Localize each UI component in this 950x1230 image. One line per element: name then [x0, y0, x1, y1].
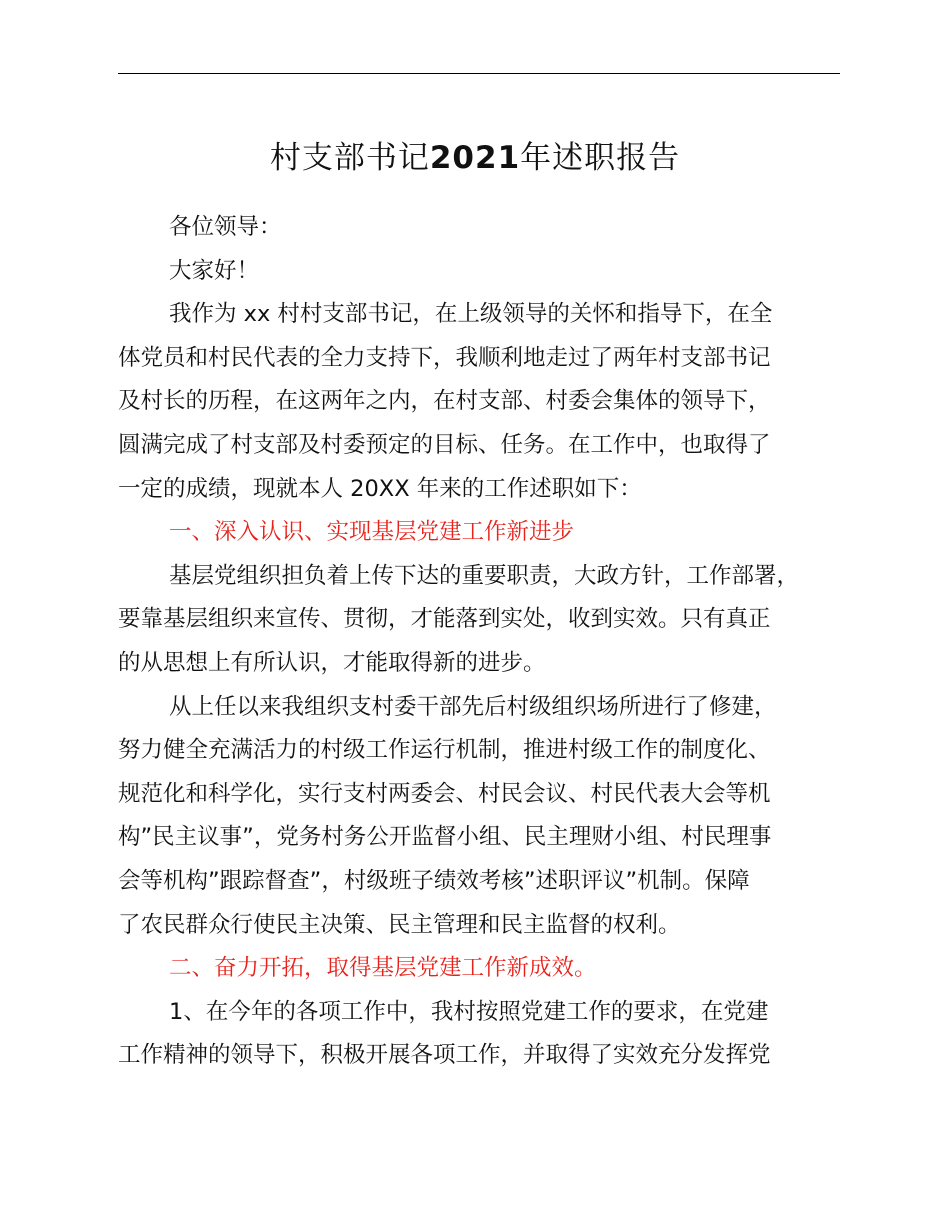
- document-title: [0, 136, 950, 180]
- title-prefix: 村支部书记: [269, 140, 430, 176]
- paragraph-line: 构”民主议事”，党务村务公开监督小组、民主理财小组、村民理事: [118, 824, 772, 851]
- title-year: 2021: [429, 140, 521, 176]
- paragraph-line: 体党员和村民代表的全力支持下，我顺利地走过了两年村支部书记: [118, 344, 771, 371]
- paragraph-line: 规范化和科学化，实行支村两委会、村民会议、村民代表大会等机: [118, 780, 771, 807]
- paragraph-line: 基层党组织担负着上传下达的重要职责，大政方针，工作部署，: [169, 562, 800, 589]
- paragraph-line: 的从思想上有所认识，才能取得新的进步。: [118, 649, 546, 676]
- section-heading: 一、深入认识、实现基层党建工作新进步: [169, 519, 575, 546]
- paragraph-line: 各位领导：: [169, 214, 282, 240]
- paragraph-line: 工作精神的领导下，积极开展各项工作，并取得了实效充分发挥党: [118, 1042, 771, 1069]
- paragraph-line: 努力健全充满活力的村级工作运行机制，推进村级工作的制度化、: [118, 737, 771, 764]
- paragraph-line: 要靠基层组织来宣传、贯彻，才能落到实处，收到实效。只有真正: [118, 606, 771, 633]
- paragraph-line: 大家好！: [169, 257, 260, 284]
- document-body: [118, 206, 858, 1078]
- title-suffix: 年述职报告: [520, 140, 681, 176]
- paragraph-line: 圆满完成了村支部及村委预定的目标、任务。在工作中，也取得了: [118, 431, 771, 458]
- section-heading: 二、奋力开拓，取得基层党建工作新成效。: [169, 955, 597, 982]
- paragraph-line: 从上任以来我组织支村委干部先后村级组织场所进行了修建，: [169, 693, 777, 720]
- paragraph-line: 我作为 xx 村村支部书记，在上级领导的关怀和指导下，在全: [169, 301, 773, 328]
- paragraph-line: 一定的成绩，现就本人 20XX 年来的工作述职如下：: [118, 475, 642, 502]
- paragraph-line: 及村长的历程，在这两年之内，在村支部、村委会集体的领导下，: [118, 388, 771, 415]
- paragraph-line: 会等机构”跟踪督查”，村级班子绩效考核”述职评议”机制。保障: [118, 867, 750, 894]
- paragraph-line: 了农民群众行使民主决策、民主管理和民主监督的权利。: [118, 911, 681, 938]
- paragraph-line: 1、在今年的各项工作中，我村按照党建工作的要求，在党建: [169, 998, 769, 1025]
- header-rule: [118, 73, 840, 74]
